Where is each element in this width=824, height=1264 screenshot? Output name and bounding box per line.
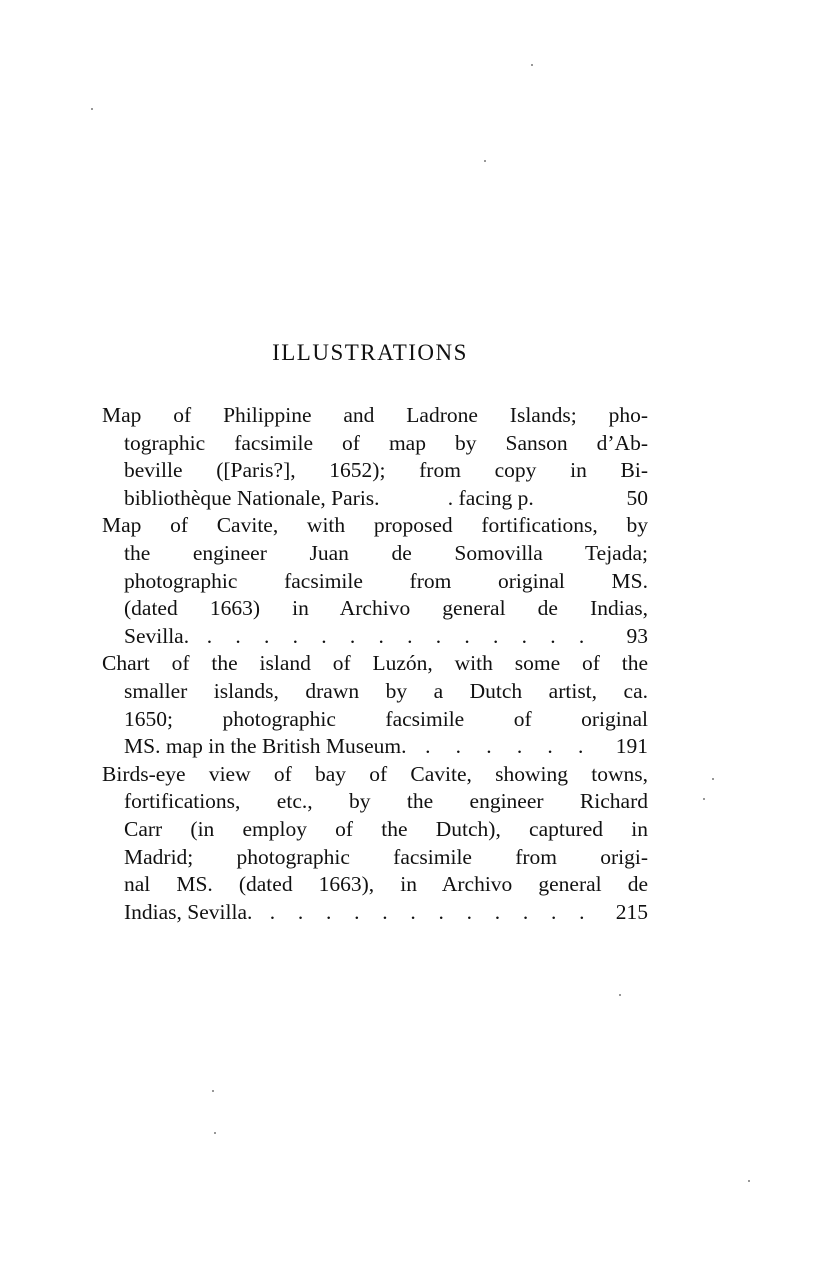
entry-line: Sevilla. bbox=[124, 623, 190, 648]
entry-line: Map of Cavite, with proposed fortifications, by bbox=[102, 513, 648, 538]
leader-dot: . bbox=[551, 899, 557, 924]
leader-dot: . bbox=[292, 623, 298, 648]
leader-dot: . bbox=[578, 623, 585, 648]
entry-line: nal MS. (dated 1663), in Archivo general de bbox=[124, 872, 648, 897]
leader-dot: . bbox=[492, 623, 499, 648]
leader-dot: . bbox=[378, 623, 384, 648]
leader-dot: . bbox=[297, 899, 304, 924]
entry-line: (dated 1663) in Archivo general de Indias, bbox=[124, 596, 648, 621]
leader-dot: . bbox=[425, 734, 431, 759]
page-number: 215 bbox=[615, 899, 648, 924]
entry-line: Map of Philippine and Ladrone Islands; pho- bbox=[102, 403, 648, 427]
entry-line: MS. map in the British Museum. bbox=[124, 734, 407, 759]
illustrations-list bbox=[102, 402, 648, 926]
dot-leader bbox=[407, 733, 603, 761]
leader-dot: . bbox=[550, 623, 556, 648]
entry-line: fortifications, etc., by the engineer Richard bbox=[124, 789, 648, 814]
leader-dot: . bbox=[547, 734, 553, 759]
leader-dot: . bbox=[382, 899, 388, 924]
dot-leader bbox=[189, 623, 602, 651]
entry-line: 1650; photographic facsimile of original bbox=[124, 706, 648, 731]
entry-line: Birds-eye view of bay of Cavite, showing towns, bbox=[102, 761, 648, 786]
entry-last-line bbox=[102, 899, 648, 927]
scan-speck bbox=[619, 994, 621, 996]
leader-dot: . bbox=[438, 899, 444, 924]
entry-last-line bbox=[102, 485, 648, 513]
illustration-entry-1 bbox=[102, 402, 648, 512]
scan-speck bbox=[703, 798, 705, 800]
illustration-entry-4 bbox=[102, 761, 648, 927]
leader-dot: . bbox=[206, 623, 213, 648]
entry-line: beville ([Paris?], 1652); from copy in Bi- bbox=[124, 458, 648, 483]
scan-speck bbox=[212, 1090, 214, 1092]
leader-dot: . bbox=[579, 899, 585, 924]
leader-dot: . bbox=[522, 899, 529, 924]
illustration-entry-2 bbox=[102, 512, 648, 650]
page-heading: ILLUSTRATIONS bbox=[272, 340, 468, 365]
leader-dot: . bbox=[516, 734, 523, 759]
entry-line: Indias, Sevilla. bbox=[124, 899, 253, 924]
leader-dot: . bbox=[263, 623, 270, 648]
scan-speck bbox=[214, 1132, 216, 1134]
scan-speck bbox=[748, 1180, 750, 1182]
entry-last-line bbox=[102, 733, 648, 761]
entry-line: Carr (in employ of the Dutch), captured in bbox=[124, 816, 648, 841]
entry-line: bibliothèque Nationale, Paris. bbox=[124, 485, 380, 510]
leader-dot: . bbox=[466, 899, 473, 924]
leader-dot: . bbox=[435, 623, 442, 648]
page-number: 93 bbox=[626, 623, 648, 648]
entry-line: Madrid; photographic facsimile from origi- bbox=[124, 844, 648, 869]
leader-text: . facing p. bbox=[447, 485, 534, 510]
entry-line: Chart of the island of Luzón, with some of the bbox=[102, 651, 648, 676]
scan-speck bbox=[712, 778, 714, 780]
dot-leader bbox=[252, 899, 602, 927]
leader-dot: . bbox=[349, 623, 356, 648]
illustration-entry-3 bbox=[102, 650, 648, 760]
leader-dot: . bbox=[321, 623, 327, 648]
page-number: 191 bbox=[615, 734, 648, 759]
page-number: 50 bbox=[626, 485, 648, 510]
scan-speck bbox=[91, 108, 93, 110]
entry-line: smaller islands, drawn by a Dutch artist, ca. bbox=[124, 678, 648, 703]
entry-leader bbox=[380, 485, 602, 513]
entry-last-line bbox=[102, 623, 648, 651]
leader-dot: . bbox=[407, 623, 413, 648]
leader-dot: . bbox=[354, 899, 360, 924]
leader-dot: . bbox=[464, 623, 470, 648]
leader-dot: . bbox=[269, 899, 276, 924]
leader-dot: . bbox=[486, 734, 492, 759]
leader-dot: . bbox=[326, 899, 332, 924]
scan-speck bbox=[484, 160, 486, 162]
leader-dot: . bbox=[235, 623, 241, 648]
entry-line: photographic facsimile from original MS. bbox=[124, 568, 648, 593]
leader-dot: . bbox=[577, 734, 584, 759]
entry-line: tographic facsimile of map by Sanson d’Ab- bbox=[124, 430, 648, 455]
leader-dot: . bbox=[410, 899, 416, 924]
leader-dot: . bbox=[455, 734, 462, 759]
leader-dot: . bbox=[494, 899, 501, 924]
leader-dot: . bbox=[521, 623, 527, 648]
entry-line: the engineer Juan de Somovilla Tejada; bbox=[124, 540, 648, 565]
scan-speck bbox=[531, 64, 533, 66]
